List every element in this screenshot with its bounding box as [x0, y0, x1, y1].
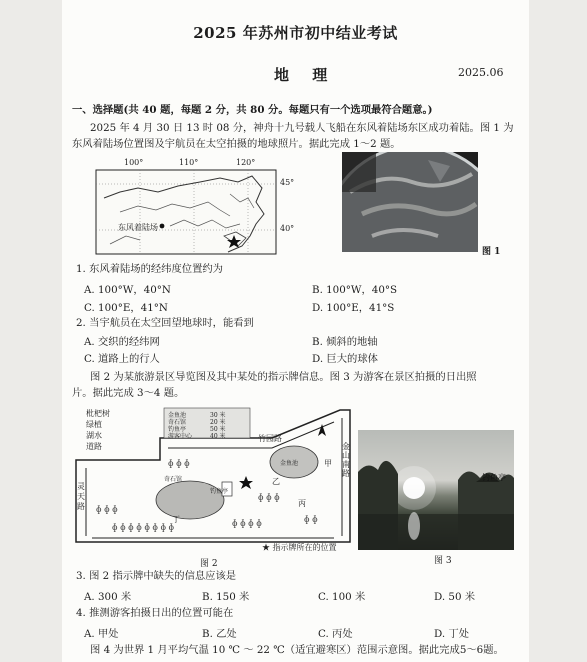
- option-d[interactable]: D. 丁处: [434, 628, 470, 640]
- option-d[interactable]: D. 100°E，41°S: [312, 302, 395, 314]
- option-c[interactable]: C. 道路上的行人: [84, 353, 160, 365]
- legend-item: 湖水: [86, 431, 102, 440]
- place-label: 金鱼池: [280, 460, 299, 467]
- sunrise-photo: [358, 430, 514, 550]
- option-b[interactable]: B. 倾斜的地轴: [312, 336, 378, 348]
- intro-line: 图 2 为某旅游景区导览图及其中某处的指示牌信息。图 3 为游客在景区拍摄的日出照: [90, 371, 477, 383]
- sign-entry: 游客中心: [168, 433, 193, 440]
- site-mark: 丁: [172, 515, 180, 524]
- svg-text:ɸ ɸ ɸ: ɸ ɸ ɸ: [258, 493, 280, 502]
- site-mark: 甲: [324, 459, 332, 468]
- svg-text:ɸ ɸ ɸ: ɸ ɸ ɸ: [96, 505, 118, 514]
- site-mark: 丙: [298, 499, 306, 508]
- option-b[interactable]: B. 150 米: [202, 591, 250, 603]
- option-a[interactable]: A. 甲处: [84, 628, 119, 640]
- question-stem: 1. 东风着陆场的经纬度位置约为: [76, 263, 223, 275]
- svg-text:ɸ ɸ ɸ ɸ ɸ ɸ ɸ ɸ: ɸ ɸ ɸ ɸ ɸ ɸ ɸ ɸ: [112, 523, 175, 532]
- figure-caption: 图 1: [482, 247, 501, 257]
- place-label: 奇石馆: [164, 476, 183, 483]
- figure-caption: 图 2: [200, 559, 218, 569]
- option-c[interactable]: C. 100°E，41°N: [84, 302, 168, 314]
- site-mark: 乙: [272, 477, 280, 486]
- longitude-label: 110°: [179, 158, 199, 167]
- latitude-label: 45°: [280, 178, 295, 187]
- road-label: 金山南路: [342, 442, 350, 478]
- sign-entry: 50 米: [210, 426, 226, 433]
- pavilion-label: 钓鱼亭: [482, 473, 506, 482]
- exam-date: 2025.06: [458, 66, 504, 79]
- svg-text:ɸ ɸ: ɸ ɸ: [304, 515, 318, 524]
- question-stem: 2. 当宇航员在太空回望地球时，能看到: [76, 317, 254, 329]
- sign-entry: 奇石馆: [168, 419, 187, 426]
- option-d[interactable]: D. 巨大的球体: [312, 353, 378, 365]
- svg-text:ɸ ɸ ɸ ɸ: ɸ ɸ ɸ ɸ: [232, 519, 262, 528]
- sign-entry: 金鱼池: [168, 412, 187, 419]
- option-a[interactable]: A. 300 米: [84, 591, 132, 603]
- intro-line: 东风着陆场位置图及宇航员在太空拍摄的地球照片。据此完成 1～2 题。: [72, 138, 401, 150]
- intro-line: 片。据此完成 3～4 题。: [72, 387, 185, 399]
- option-b[interactable]: B. 100°W，40°S: [312, 284, 398, 296]
- option-c[interactable]: C. 100 米: [318, 591, 366, 603]
- road-label: 灵天路: [77, 482, 85, 511]
- road-label: 竹园路: [258, 434, 282, 443]
- sign-entry: 钓鱼亭: [168, 426, 187, 433]
- latitude-label: 40°: [280, 224, 295, 233]
- longitude-label: 100°: [124, 158, 144, 167]
- svg-text:ɸ ɸ ɸ: ɸ ɸ ɸ: [168, 459, 190, 468]
- exam-page: [62, 0, 529, 662]
- intro-line: 2025 年 4 月 30 日 13 时 08 分，神舟十九号载人飞船在东风着陆场东区成功着陆。图 1 为: [90, 122, 514, 134]
- question-stem: 4. 推测游客拍摄日出的位置可能在: [76, 607, 234, 619]
- subject-title: 地 理: [274, 66, 337, 84]
- sign-entry: 30 米: [210, 412, 226, 419]
- legend-item: 道路: [86, 442, 102, 451]
- option-c[interactable]: C. 丙处: [318, 628, 353, 640]
- site-label: 东风着陆场: [118, 223, 158, 232]
- star-note: ★ 指示牌所在的位置: [262, 543, 337, 552]
- figure-caption: 图 3: [434, 556, 452, 566]
- exam-title: 2025 年苏州市初中结业考试: [193, 24, 398, 42]
- question-stem: 3. 图 2 指示牌中缺失的信息应该是: [76, 570, 237, 582]
- landing-site-map: [80, 158, 305, 258]
- option-a[interactable]: A. 交织的经纬网: [84, 336, 160, 348]
- sign-entry: 20 米: [210, 419, 226, 426]
- legend-item: 绿植: [86, 420, 102, 429]
- option-a[interactable]: A. 100°W，40°N: [84, 284, 171, 296]
- intro-line: 图 4 为世界 1 月平均气温 10 ℃ ～ 22 ℃（适宜避寒区）范围示意图。据此完成5～6题。: [90, 644, 504, 656]
- section-heading: 一、选择题(共 40 题，每题 2 分，共 80 分。每题只有一个选项最符合题意。): [72, 104, 433, 116]
- sign-entry: 40 米: [210, 433, 226, 440]
- place-label: 钓鱼亭: [210, 488, 229, 495]
- signpost-star-icon: [239, 476, 253, 489]
- option-b[interactable]: B. 乙处: [202, 628, 237, 640]
- legend-item: 枇杷树: [86, 409, 110, 418]
- scenic-area-map: [72, 402, 356, 552]
- longitude-label: 120°: [236, 158, 256, 167]
- earth-photo: [342, 152, 478, 252]
- option-d[interactable]: D. 50 米: [434, 591, 476, 603]
